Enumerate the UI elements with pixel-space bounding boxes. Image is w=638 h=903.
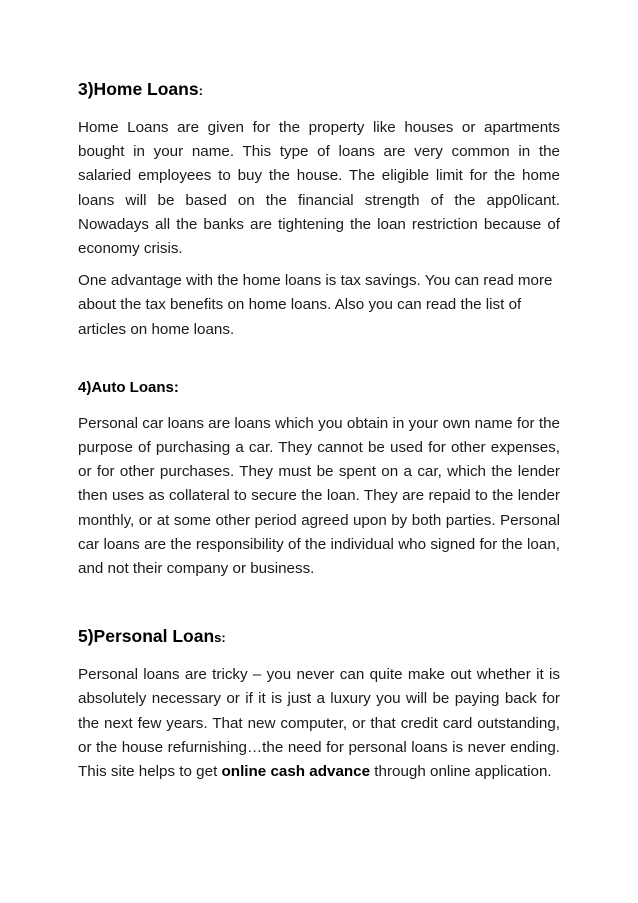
section-heading-auto-loans: 4)Auto Loans: bbox=[78, 378, 179, 396]
document-body bbox=[78, 78, 560, 784]
heading-text: 3)Home Loans bbox=[78, 79, 199, 99]
section-heading-personal-loans bbox=[78, 625, 560, 649]
home-loans-paragraph-2: One advantage with the home loans is tax savings. You can read more about the tax benefits on home loans. Also you can read the list of articles on home loans. bbox=[78, 272, 553, 338]
home-loans-paragraph-1: Home Loans are given for the property like houses or apartments bought in your name. This type of loans are very common in the salaried employees to buy the house. The eligible limit for the home loans will be based on the financial strength of the app0licant. Nowadays all the banks are tightening the loan restriction because of economy crisis. bbox=[78, 119, 560, 258]
auto-loans-paragraph: Personal car loans are loans which you obtain in your own name for the purpose of purchasing a car. They cannot be used for other expenses, or for other purchases. They must be spent on a car, which the lender then uses as collateral to secure the loan. They are repaid to the lender monthly, or at some other period agreed upon by both parties. Personal car loans are the responsibility of the individual who signed for the loan, and not their company or business. bbox=[78, 414, 560, 578]
heading-suffix: : bbox=[198, 83, 203, 98]
paragraph-text: Personal loans are tricky – you never can quite make out whether it is absolutely necessary or if it is just a luxury you will be paying back for the next few years. That new computer, or that credit card outstanding, or the house refurnishing…the need for personal loans is never ending. This site helps to get bbox=[78, 666, 560, 781]
online-cash-advance-text: online cash advance bbox=[221, 763, 371, 781]
heading-text: 5)Personal Loan bbox=[78, 626, 215, 647]
section-heading-home-loans bbox=[78, 78, 560, 102]
personal-loans-paragraph bbox=[78, 663, 560, 784]
heading-suffix: s: bbox=[214, 630, 226, 646]
paragraph-text-end: through online application. bbox=[370, 763, 552, 781]
